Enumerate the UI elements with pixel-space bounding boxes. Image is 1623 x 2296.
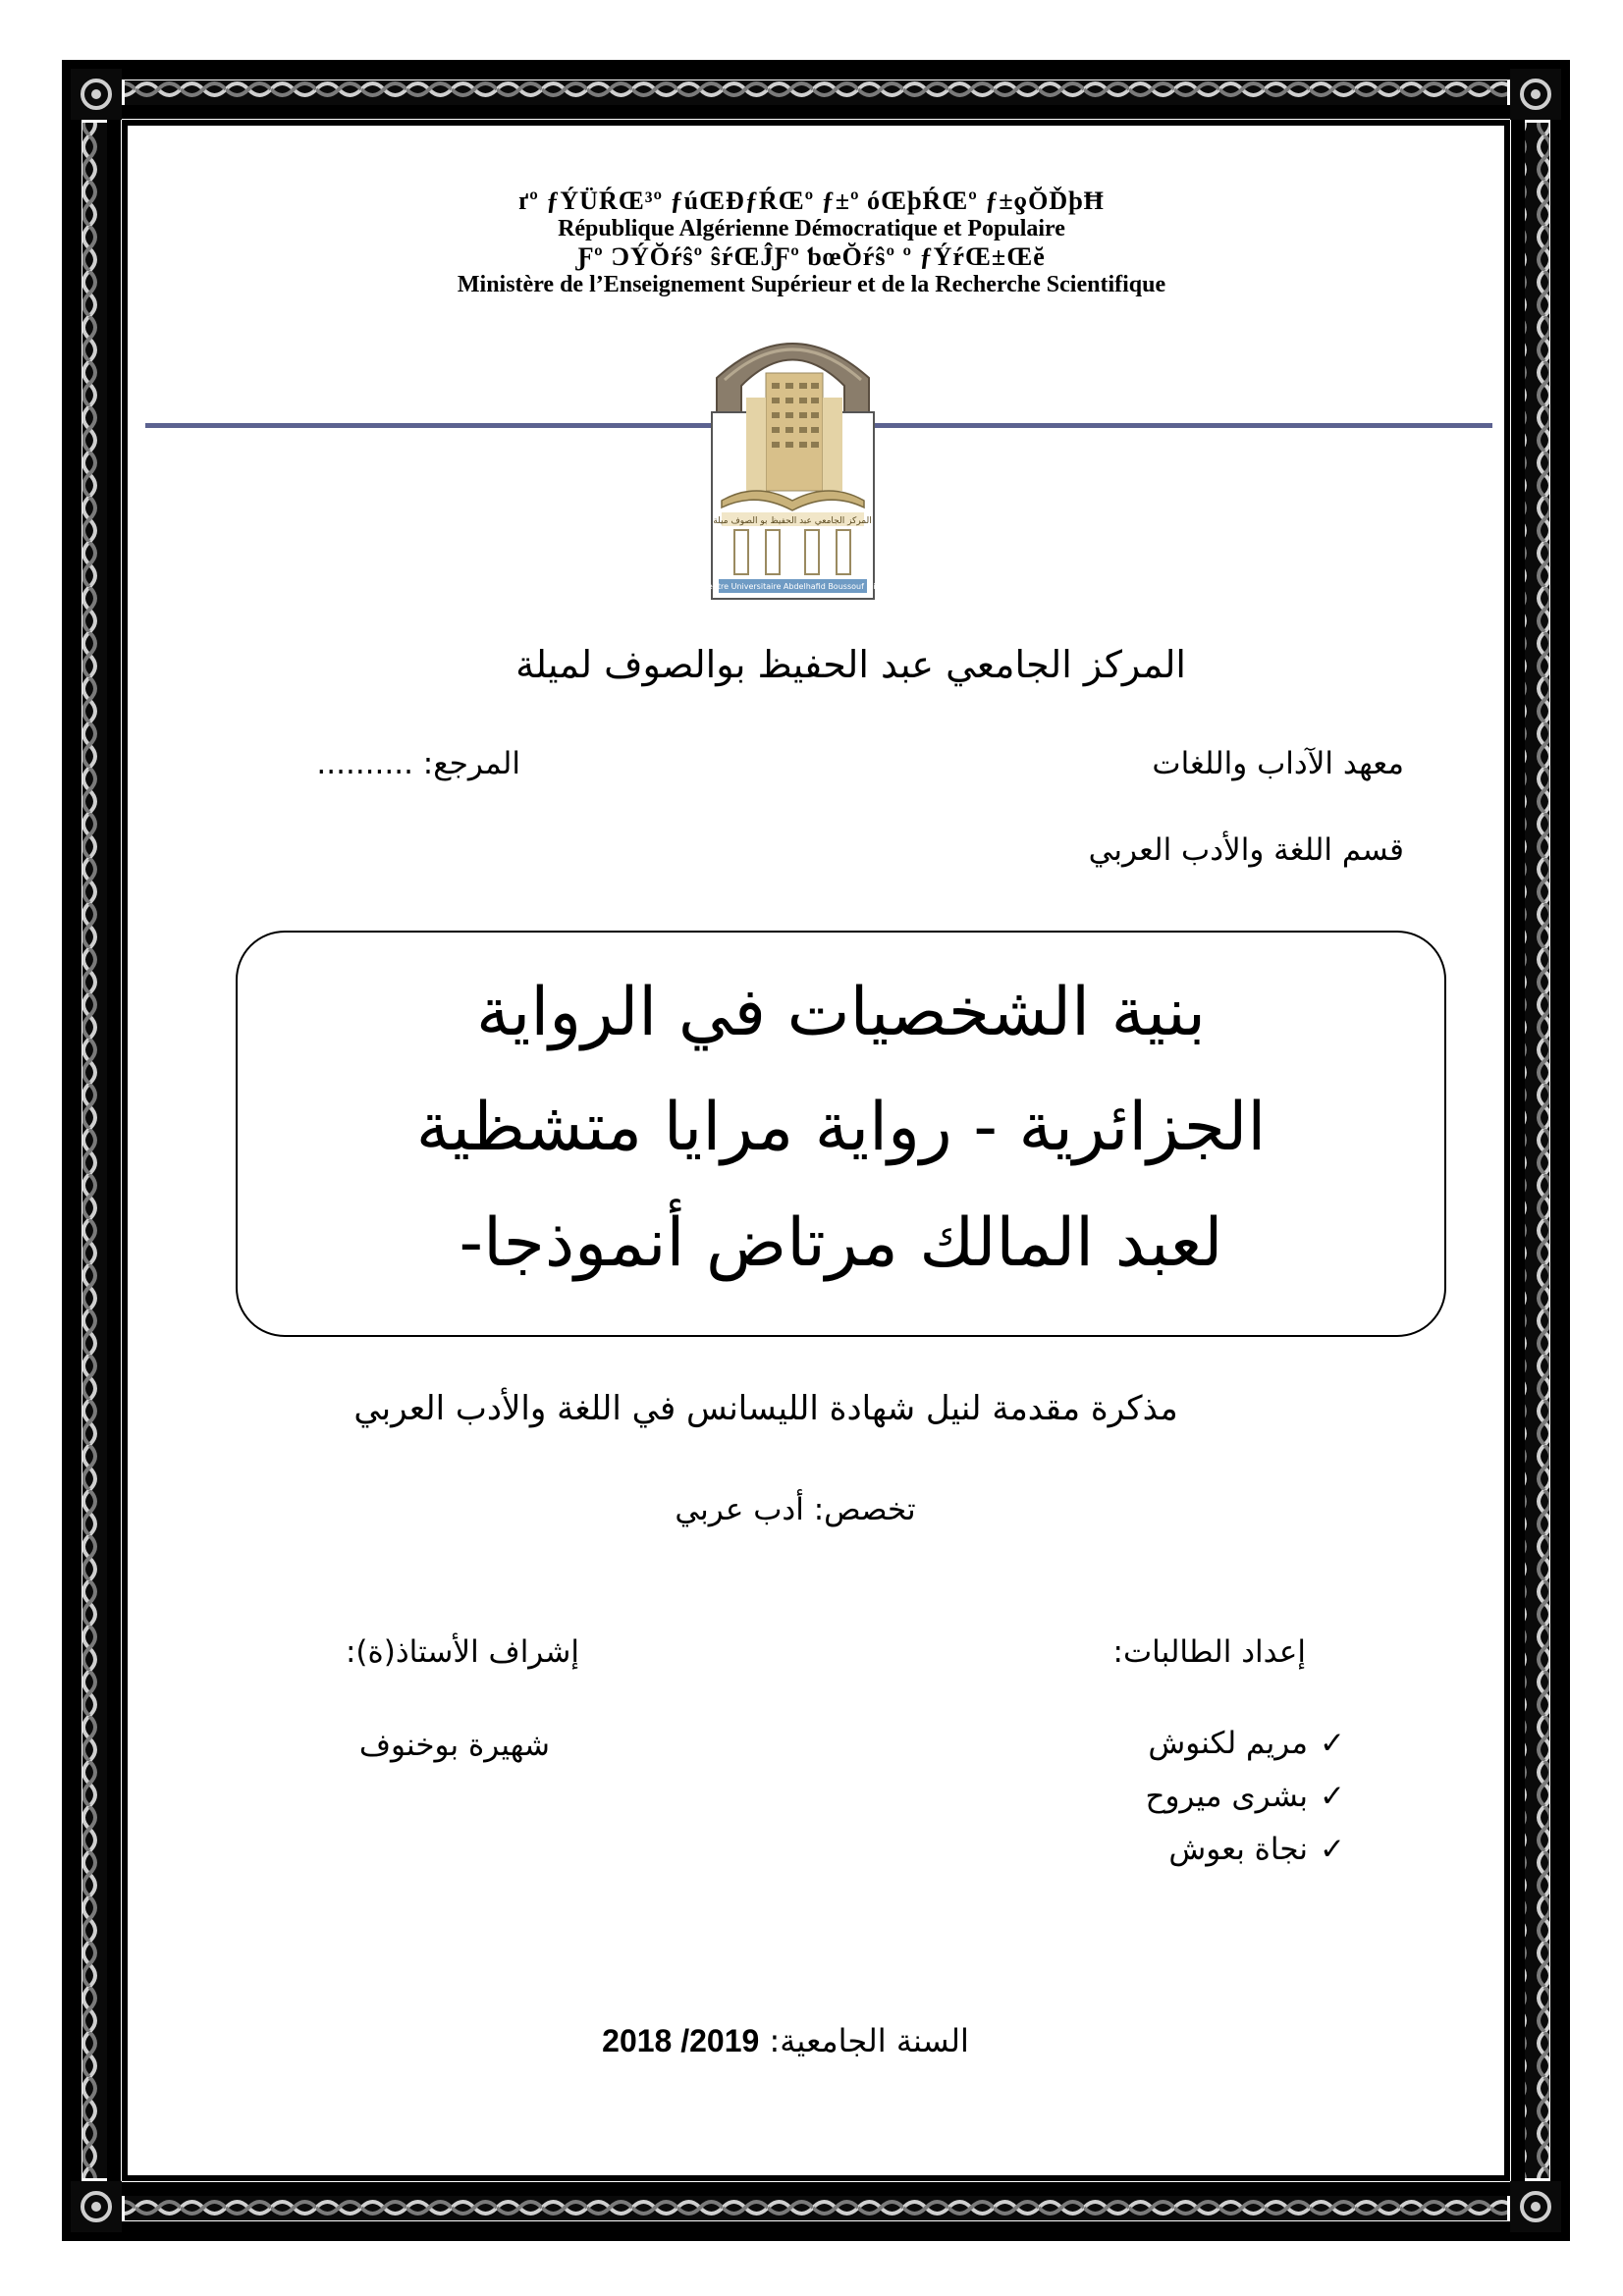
header-block xyxy=(0,187,1623,298)
student-item xyxy=(1031,1832,1345,1867)
thesis-title-line-3: لعبد المالك مرتاض أنموذجا- xyxy=(459,1204,1223,1282)
degree-statement: مذكرة مقدمة لنيل شهادة الليسانس في اللغة والأدب العربي xyxy=(353,1389,1178,1428)
corner-ornament-icon xyxy=(1510,2181,1561,2232)
thesis-title-line-1: بنية الشخصيات في الرواية xyxy=(475,974,1207,1051)
reference-field: المرجع: .......... xyxy=(316,746,520,781)
university-logo xyxy=(697,319,889,604)
student-item xyxy=(1031,1779,1345,1814)
academic-year xyxy=(491,2022,1080,2059)
thesis-title-line-2: الجزائرية - رواية مرايا متشظية xyxy=(415,1089,1267,1166)
check-icon: ✓ xyxy=(1320,1832,1345,1867)
header-french-republic: République Algérienne Démocratique et Populaire xyxy=(558,216,1065,241)
student-name: بشرى ميروح xyxy=(1145,1779,1309,1814)
specialty: تخصص: أدب عربي xyxy=(675,1492,916,1527)
check-icon: ✓ xyxy=(1320,1726,1345,1761)
students-label: إعداد الطالبات: xyxy=(1112,1634,1306,1670)
center-name: المركز الجامعي عبد الحفيظ بوالصوف لميلة xyxy=(515,643,1186,686)
header-arabic-republic: ґº ƒÝÜŔŒ³º ƒúŒÐƒŔŒº ƒ±º óŒþŔŒº ƒ±ƍŎĎþĦ xyxy=(518,187,1105,215)
header-arabic-ministry: Ƒº ƆÝŎŕŝº ŝŕŒĴƑº ƅœŎŕŝº º ƒÝŕŒ±Œĕ xyxy=(577,242,1046,271)
academic-year-label: السنة الجامعية: xyxy=(769,2022,969,2059)
student-item xyxy=(1031,1726,1345,1761)
student-name: نجاة بعوش xyxy=(1168,1832,1309,1867)
header-french-ministry: Ministère de l’Enseignement Supérieur et de la Recherche Scientifique xyxy=(457,272,1166,297)
corner-ornament-icon xyxy=(71,69,122,120)
academic-year-value: 2018 /2019 xyxy=(602,2023,760,2058)
check-icon: ✓ xyxy=(1320,1779,1345,1814)
supervisor-name: شهيرة بوخنوف xyxy=(358,1728,550,1763)
thesis-title-box xyxy=(236,931,1446,1337)
supervisor-label: إشراف الأستاذ(ة): xyxy=(345,1634,579,1670)
corner-ornament-icon xyxy=(71,2181,122,2232)
logo-caption: Centre Universitaire Abdelhafid Boussouf Mila xyxy=(702,582,883,591)
institute-name: معهد الآداب واللغات xyxy=(1152,746,1404,781)
logo-emblem-text: المركز الجامعي عبد الحفيظ بو الصوف ميلة xyxy=(713,516,872,526)
department-name: قسم اللغة والأدب العربي xyxy=(1088,832,1404,868)
student-name: مريم لكنوش xyxy=(1148,1726,1309,1761)
corner-ornament-icon xyxy=(1510,69,1561,120)
